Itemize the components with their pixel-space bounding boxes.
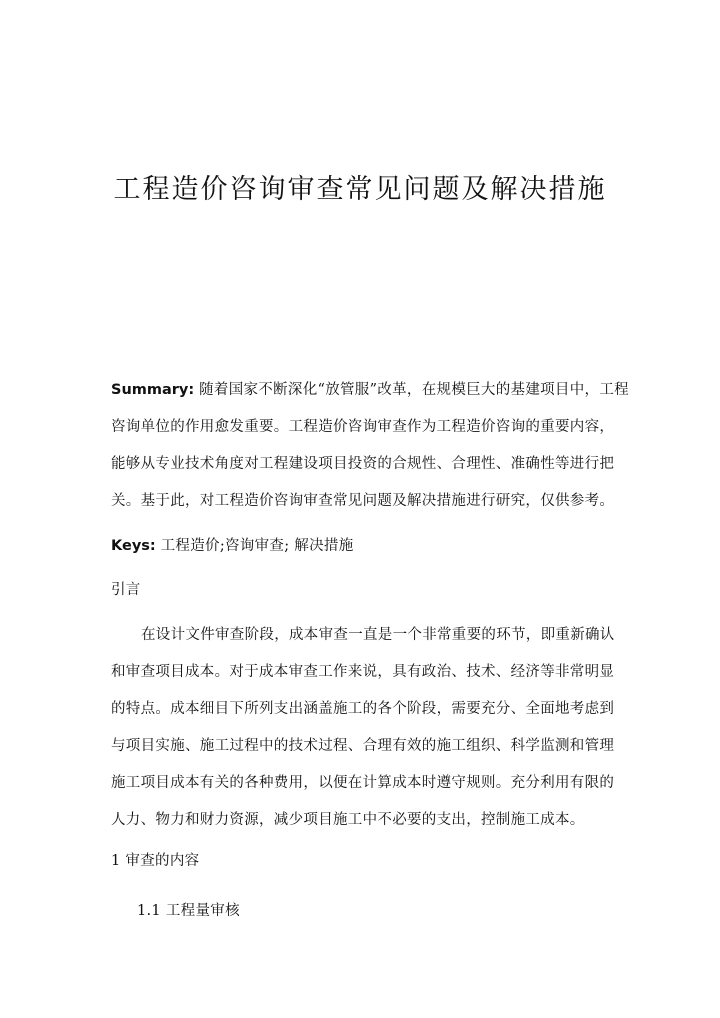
keywords-text: 工程造价;咨询审查; 解决措施 (160, 538, 354, 554)
intro-line: 与项目实施、施工过程中的技术过程、合理有效的施工组织、科学监测和管理 (111, 738, 615, 754)
intro-line: 在设计文件审查阶段，成本审查一直是一个非常重要的环节，即重新确认 (141, 627, 615, 643)
summary-label: Summary: (111, 382, 195, 398)
intro-line: 人力、物力和财力资源，减少项目施工中不必要的支出，控制施工成本。 (111, 812, 585, 828)
summary-line: 咨询单位的作用愈发重要。工程造价咨询审查作为工程造价咨询的重要内容， (111, 419, 615, 435)
intro-line: 施工项目成本有关的各种费用，以便在计算成本时遵守规则。充分利用有限的 (111, 775, 615, 791)
intro-paragraph (111, 617, 615, 839)
section-1-1-heading-text: 1.1 工程量审核 (137, 903, 240, 919)
summary-line: 关。基于此，对工程造价咨询审查常见问题及解决措施进行研究，仅供参考。 (111, 493, 615, 509)
section-1-heading-text: 1 审查的内容 (111, 853, 200, 869)
keywords-paragraph (111, 528, 609, 565)
keywords-line (111, 528, 609, 565)
summary-paragraph (111, 372, 629, 520)
section-1-1-heading (137, 893, 635, 930)
intro-line: 和审查项目成本。对于成本审查工作来说，具有政治、技术、经济等非常明显 (111, 664, 615, 680)
summary-text: 随着国家不断深化“放管服”改革，在规模巨大的基建项目中，工程 (199, 382, 629, 398)
section-1-heading (111, 843, 609, 880)
summary-line (111, 372, 629, 409)
keywords-label: Keys: (111, 538, 156, 554)
document-title: 工程造价咨询审查常见问题及解决措施 (113, 174, 607, 205)
intro-heading-text: 引言 (111, 582, 141, 598)
intro-line: 的特点。成本细目下所列支出涵盖施工的各个阶段，需要充分、全面地考虑到 (111, 701, 615, 717)
intro-heading (111, 572, 609, 609)
summary-line: 能够从专业技术角度对工程建设项目投资的合规性、合理性、准确性等进行把 (111, 456, 615, 472)
